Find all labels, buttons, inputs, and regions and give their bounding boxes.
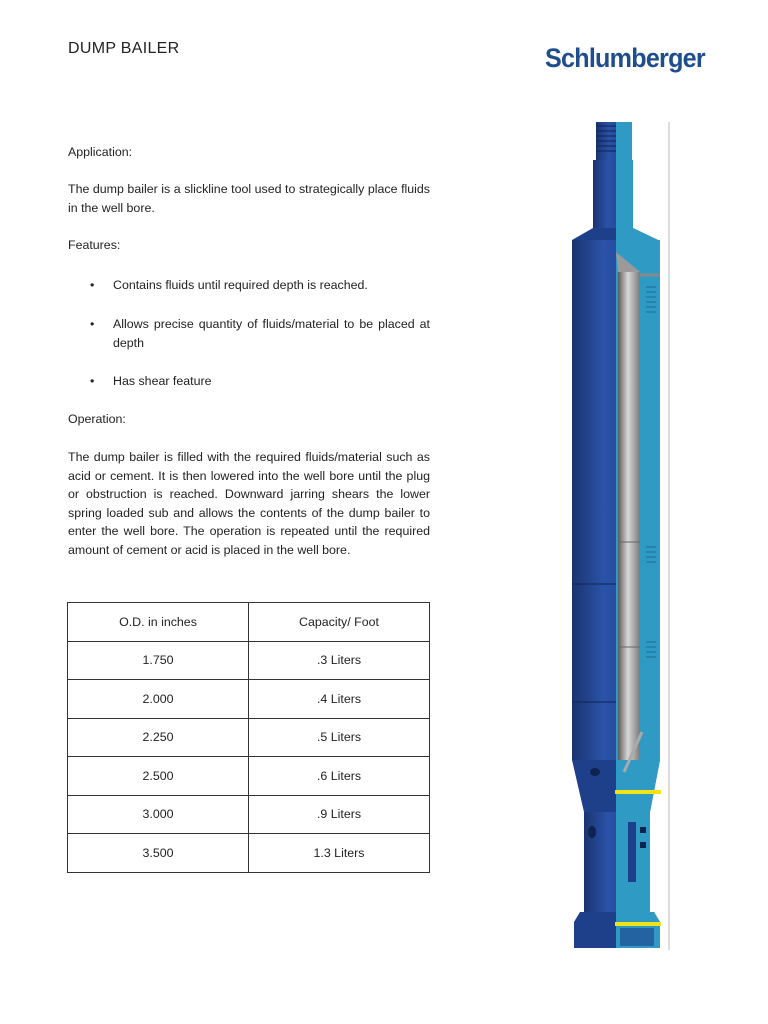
capacity-cell: 1.3 Liters — [249, 834, 430, 873]
schlumberger-logo: Schlumberger — [545, 43, 705, 73]
operation-heading: Operation: — [68, 412, 126, 426]
table-row — [68, 641, 430, 680]
bullet-icon: • — [90, 317, 95, 331]
dump-bailer-illustration — [560, 122, 680, 952]
bullet-icon: • — [90, 374, 95, 388]
capacity-cell: .4 Liters — [249, 680, 430, 719]
bullet-icon: • — [90, 278, 95, 292]
capacity-table — [67, 602, 430, 873]
table-row — [68, 757, 430, 796]
application-heading: Application: — [68, 145, 133, 159]
od-cell: 2.500 — [68, 757, 249, 796]
od-cell: 1.750 — [68, 641, 249, 680]
od-cell: 3.000 — [68, 795, 249, 834]
feature-text: Contains fluids until required depth is reached. — [113, 278, 368, 292]
table-row — [68, 680, 430, 719]
application-text: The dump bailer is a slickline tool used to strategically place fluids in the well bore. — [68, 182, 430, 215]
table-row — [68, 834, 430, 873]
feature-text: Has shear feature — [113, 374, 212, 388]
feature-item — [90, 372, 430, 391]
page-title: DUMP BAILER — [68, 40, 180, 57]
capacity-cell: .6 Liters — [249, 757, 430, 796]
capacity-cell: .3 Liters — [249, 641, 430, 680]
feature-text: Allows precise quantity of fluids/material to be placed at depth — [113, 317, 430, 350]
column-header: O.D. in inches — [68, 603, 249, 642]
table-row — [68, 795, 430, 834]
table-row — [68, 718, 430, 757]
feature-item — [90, 315, 430, 352]
capacity-cell: .9 Liters — [249, 795, 430, 834]
operation-text: The dump bailer is filled with the required fluids/material such as acid or cement. It is then lowered into the well bore until the plug or obstruction is reached. Downward jarring shears the lower spring loaded sub and allows the contents of the dump bailer to enter the well bore. The operation is repeated until the required amount of cement or acid is placed in the well bore. — [68, 450, 430, 557]
column-header: Capacity/ Foot — [249, 603, 430, 642]
features-heading: Features: — [68, 238, 121, 252]
table-header-row — [68, 603, 430, 642]
od-cell: 2.000 — [68, 680, 249, 719]
od-cell: 3.500 — [68, 834, 249, 873]
capacity-cell: .5 Liters — [249, 718, 430, 757]
od-cell: 2.250 — [68, 718, 249, 757]
feature-item — [90, 276, 430, 295]
